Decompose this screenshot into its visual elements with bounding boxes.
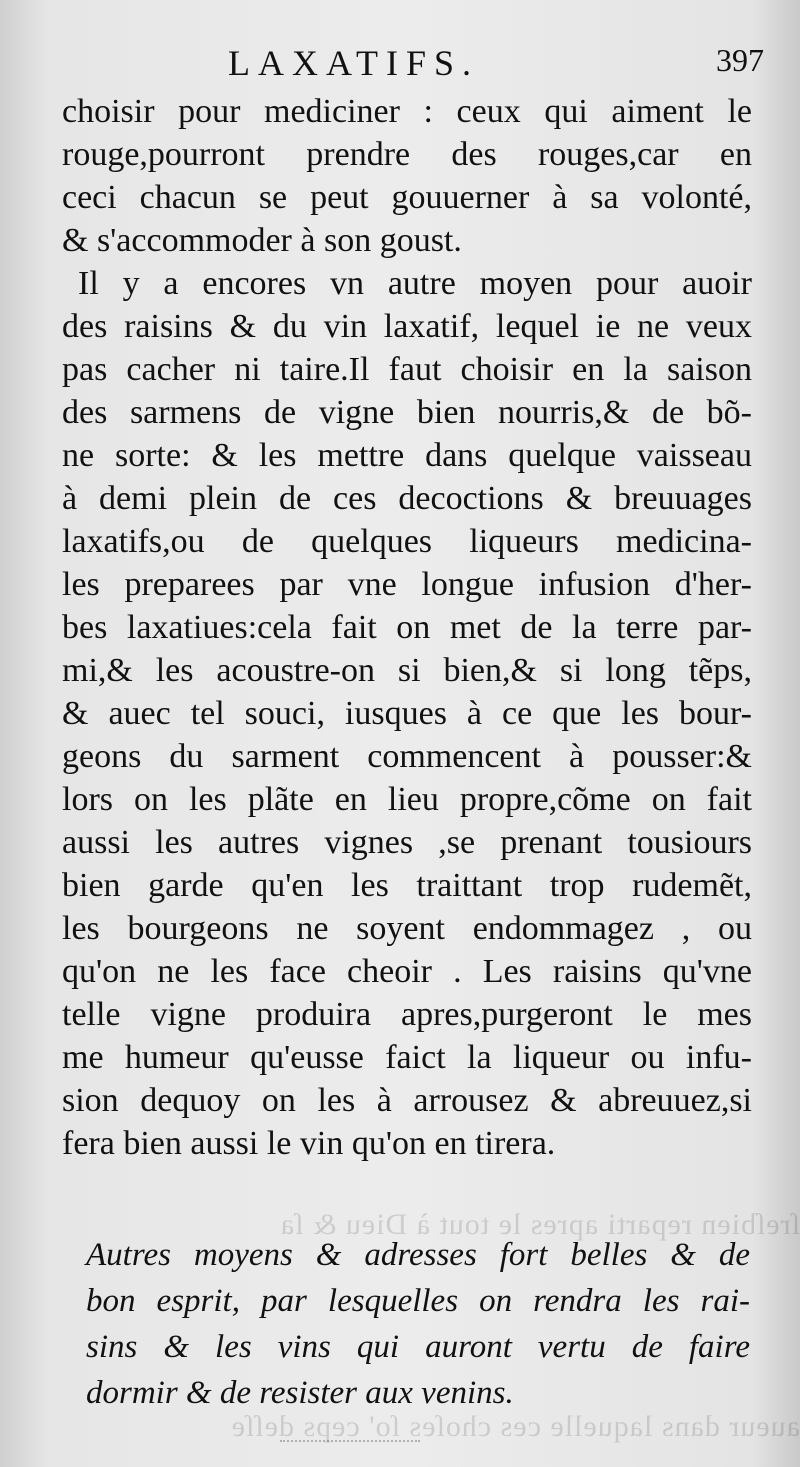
text-line: telle vigne produira apres,purgeront le mes (62, 996, 752, 1033)
text-line: choisir pour mediciner : ceux qui aiment le (62, 93, 752, 130)
text-line: ne sorte: & les mettre dans quelque vaisseau (62, 437, 752, 474)
text-line: bien garde qu'en les traittant trop rudemẽt, (62, 867, 752, 904)
page-header (0, 42, 800, 92)
text-line: ceci chacun se peut gouuerner à sa volonté, (62, 179, 752, 216)
text-line: des sarmens de vigne bien nourris,& de bõ- (62, 394, 752, 431)
text-line: fera bien aussi le vin qu'on en tirera. (62, 1125, 556, 1162)
text-line: & s'accommoder à son goust. (62, 222, 462, 259)
caption-line: sins & les vins qui auront vertu de faire (86, 1329, 750, 1365)
caption-line: Autres moyens & adresses fort belles & de (86, 1237, 750, 1273)
text-line: les preparees par vne longue infusion d'her- (62, 566, 752, 603)
caption-line: bon esprit, par lesquelles on rendra les rai- (86, 1283, 750, 1319)
text-line: pas cacher ni taire.Il faut choisir en la saison (62, 351, 752, 388)
page-number: 397 (716, 42, 764, 78)
text-line: & auec tel souci, iusques à ce que les bour- (62, 695, 752, 732)
text-line: lors on les plãte en lieu propre,cõme on fait (62, 781, 752, 818)
text-line: laxatifs,ou de quelques liqueurs medicina- (62, 523, 752, 560)
text-line: à demi plein de ces decoctions & breuuages (62, 480, 752, 517)
text-line: bes laxatiues:cela fait on met de la terre par- (62, 609, 752, 646)
text-line: qu'on ne les face cheoir . Les raisins qu'vne (62, 953, 752, 990)
paragraph-first-line: Il y a encores vn autre moyen pour auoir (78, 265, 752, 302)
show-through-text: ſreſbien reparti apres le tout à Dieu & ſa (279, 1208, 800, 1241)
text-line: rouge,pourront prendre des rouges,car en (62, 136, 752, 173)
text-line: les bourgeons ne soyent endommagez , ou (62, 910, 752, 947)
section-heading-italic (86, 1232, 750, 1416)
show-through-text: aueur dans laquelle ces choſes ſo' ceps deſſe (230, 1410, 800, 1443)
body-text (62, 90, 752, 1165)
text-line: me humeur qu'eusse faict la liqueur ou infu- (62, 1039, 752, 1076)
text-line: aussi les autres vignes ,se prenant tousiours (62, 824, 752, 861)
running-title: LAXATIFS. (228, 43, 480, 83)
caption-line: dormir & de resister aux venins. (86, 1375, 514, 1411)
text-line: sion dequoy on les à arrousez & abreuuez,si (62, 1082, 752, 1119)
text-line: mi,& les acoustre-on si bien,& si long tẽps, (62, 652, 752, 689)
text-line: geons du sarment commencent à pousser:& (62, 738, 752, 775)
page-edge-mark (280, 1440, 420, 1442)
text-line: des raisins & du vin laxatif, lequel ie ne veux (62, 308, 752, 345)
